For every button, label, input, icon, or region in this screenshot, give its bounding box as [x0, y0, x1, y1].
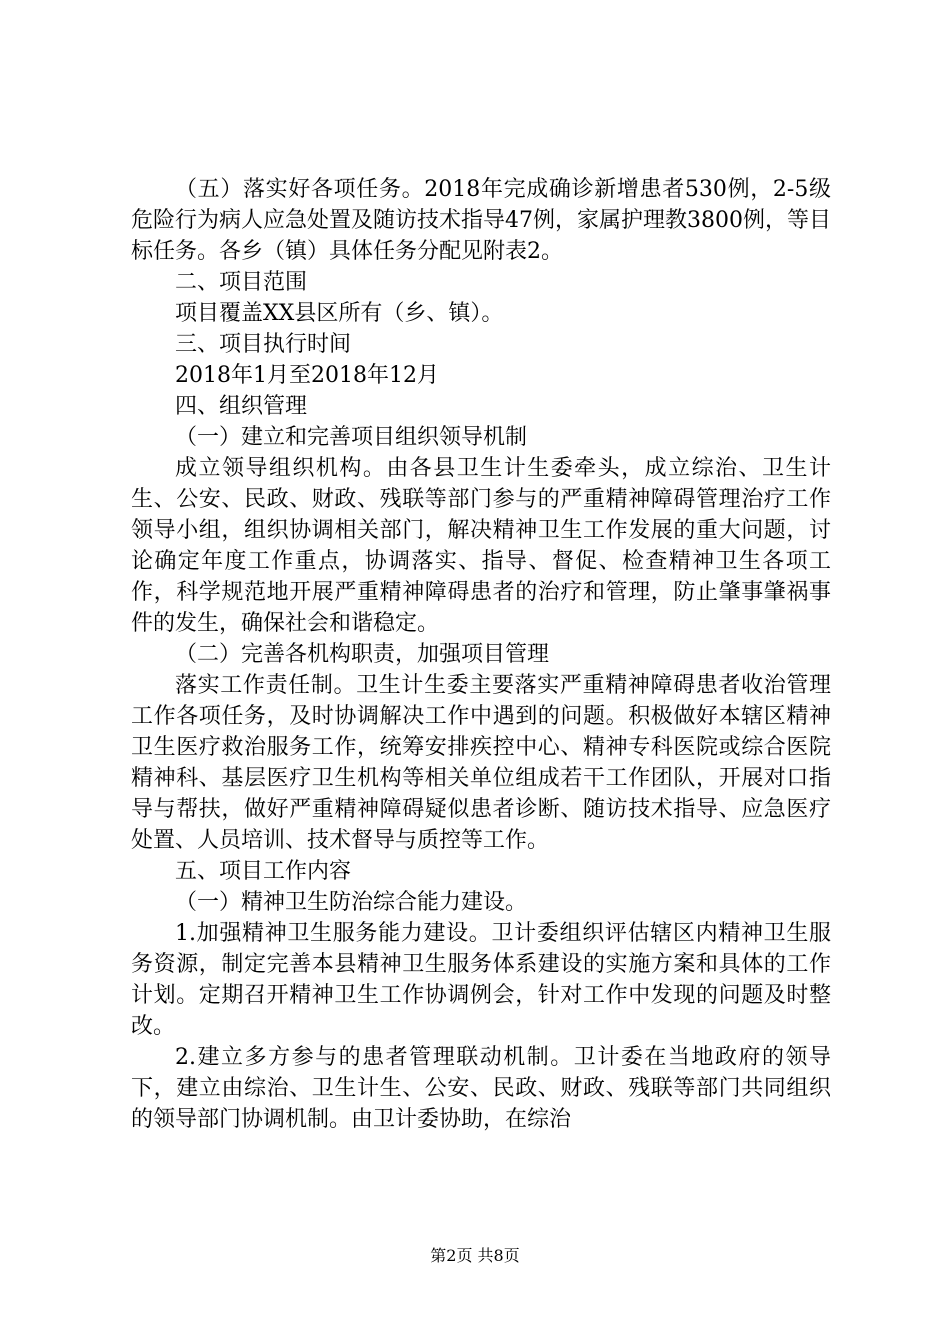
page-number-footer: 第2页 共8页	[430, 1246, 520, 1265]
paragraph-project-coverage: 项目覆盖XX县区所有（乡、镇）。	[175, 301, 504, 326]
subheading-leadership-mechanism: （一）建立和完善项目组织领导机制	[175, 425, 528, 450]
paragraph-linkage-mechanism: 2.建立多方参与的患者管理联动机制。卫计委在当地政府的领导下，建立由综治、卫生计生、公安、民政、财政、残联等部门共同组织的领导部门协调机制。由卫计委协助，在综治	[131, 1045, 831, 1132]
paragraph-leadership-organization: 成立领导组织机构。由各县卫生计生委牵头，成立综治、卫生计生、公安、民政、财政、残联等部门参与的严重精神障碍管理治疗工作领导小组，组织协调相关部门，解决精神卫生工作发展的重大问题，讨论确定年度工作重点，协调落实、指导、督促、检查精神卫生各项工作，科学规范地开展严重精神障碍患者的治疗和管理，防止肇事肇祸事件的发生，确保社会和谐稳定。	[131, 456, 831, 636]
heading-work-content: 五、项目工作内容	[175, 859, 352, 884]
heading-organization-management: 四、组织管理	[175, 394, 308, 419]
subheading-institution-duties: （二）完善各机构职责，加强项目管理	[175, 642, 550, 667]
document-body	[131, 174, 831, 1135]
heading-project-scope: 二、项目范围	[175, 270, 308, 295]
paragraph-service-capacity: 1.加强精神卫生服务能力建设。卫计委组织评估辖区内精神卫生服务资源，制定完善本县精神卫生服务体系建设的实施方案和具体的工作计划。定期召开精神卫生工作协调例会，针对工作中发现的问题及时整改。	[131, 921, 831, 1039]
heading-execution-time: 三、项目执行时间	[175, 332, 352, 357]
paragraph-responsibility-system: 落实工作责任制。卫生计生委主要落实严重精神障碍患者收治管理工作各项任务，及时协调解决工作中遇到的问题。积极做好本辖区精神卫生医疗救治服务工作，统筹安排疾控中心、精神专科医院或综合医院精神科、基层医疗卫生机构等相关单位组成若干工作团队，开展对口指导与帮扶，做好严重精神障碍疑似患者诊断、随访技术指导、应急医疗处置、人员培训、技术督导与质控等工作。	[131, 673, 831, 853]
paragraph-execution-period: 2018年1月至2018年12月	[175, 363, 439, 388]
paragraph-task-targets: （五）落实好各项任务。2018年完成确诊新增患者530例，2-5级危险行为病人应急处置及随访技术指导47例，家属护理教3800例，等目标任务。各乡（镇）具体任务分配见附表2。	[131, 177, 831, 264]
subheading-capacity-building: （一）精神卫生防治综合能力建设。	[175, 890, 528, 915]
